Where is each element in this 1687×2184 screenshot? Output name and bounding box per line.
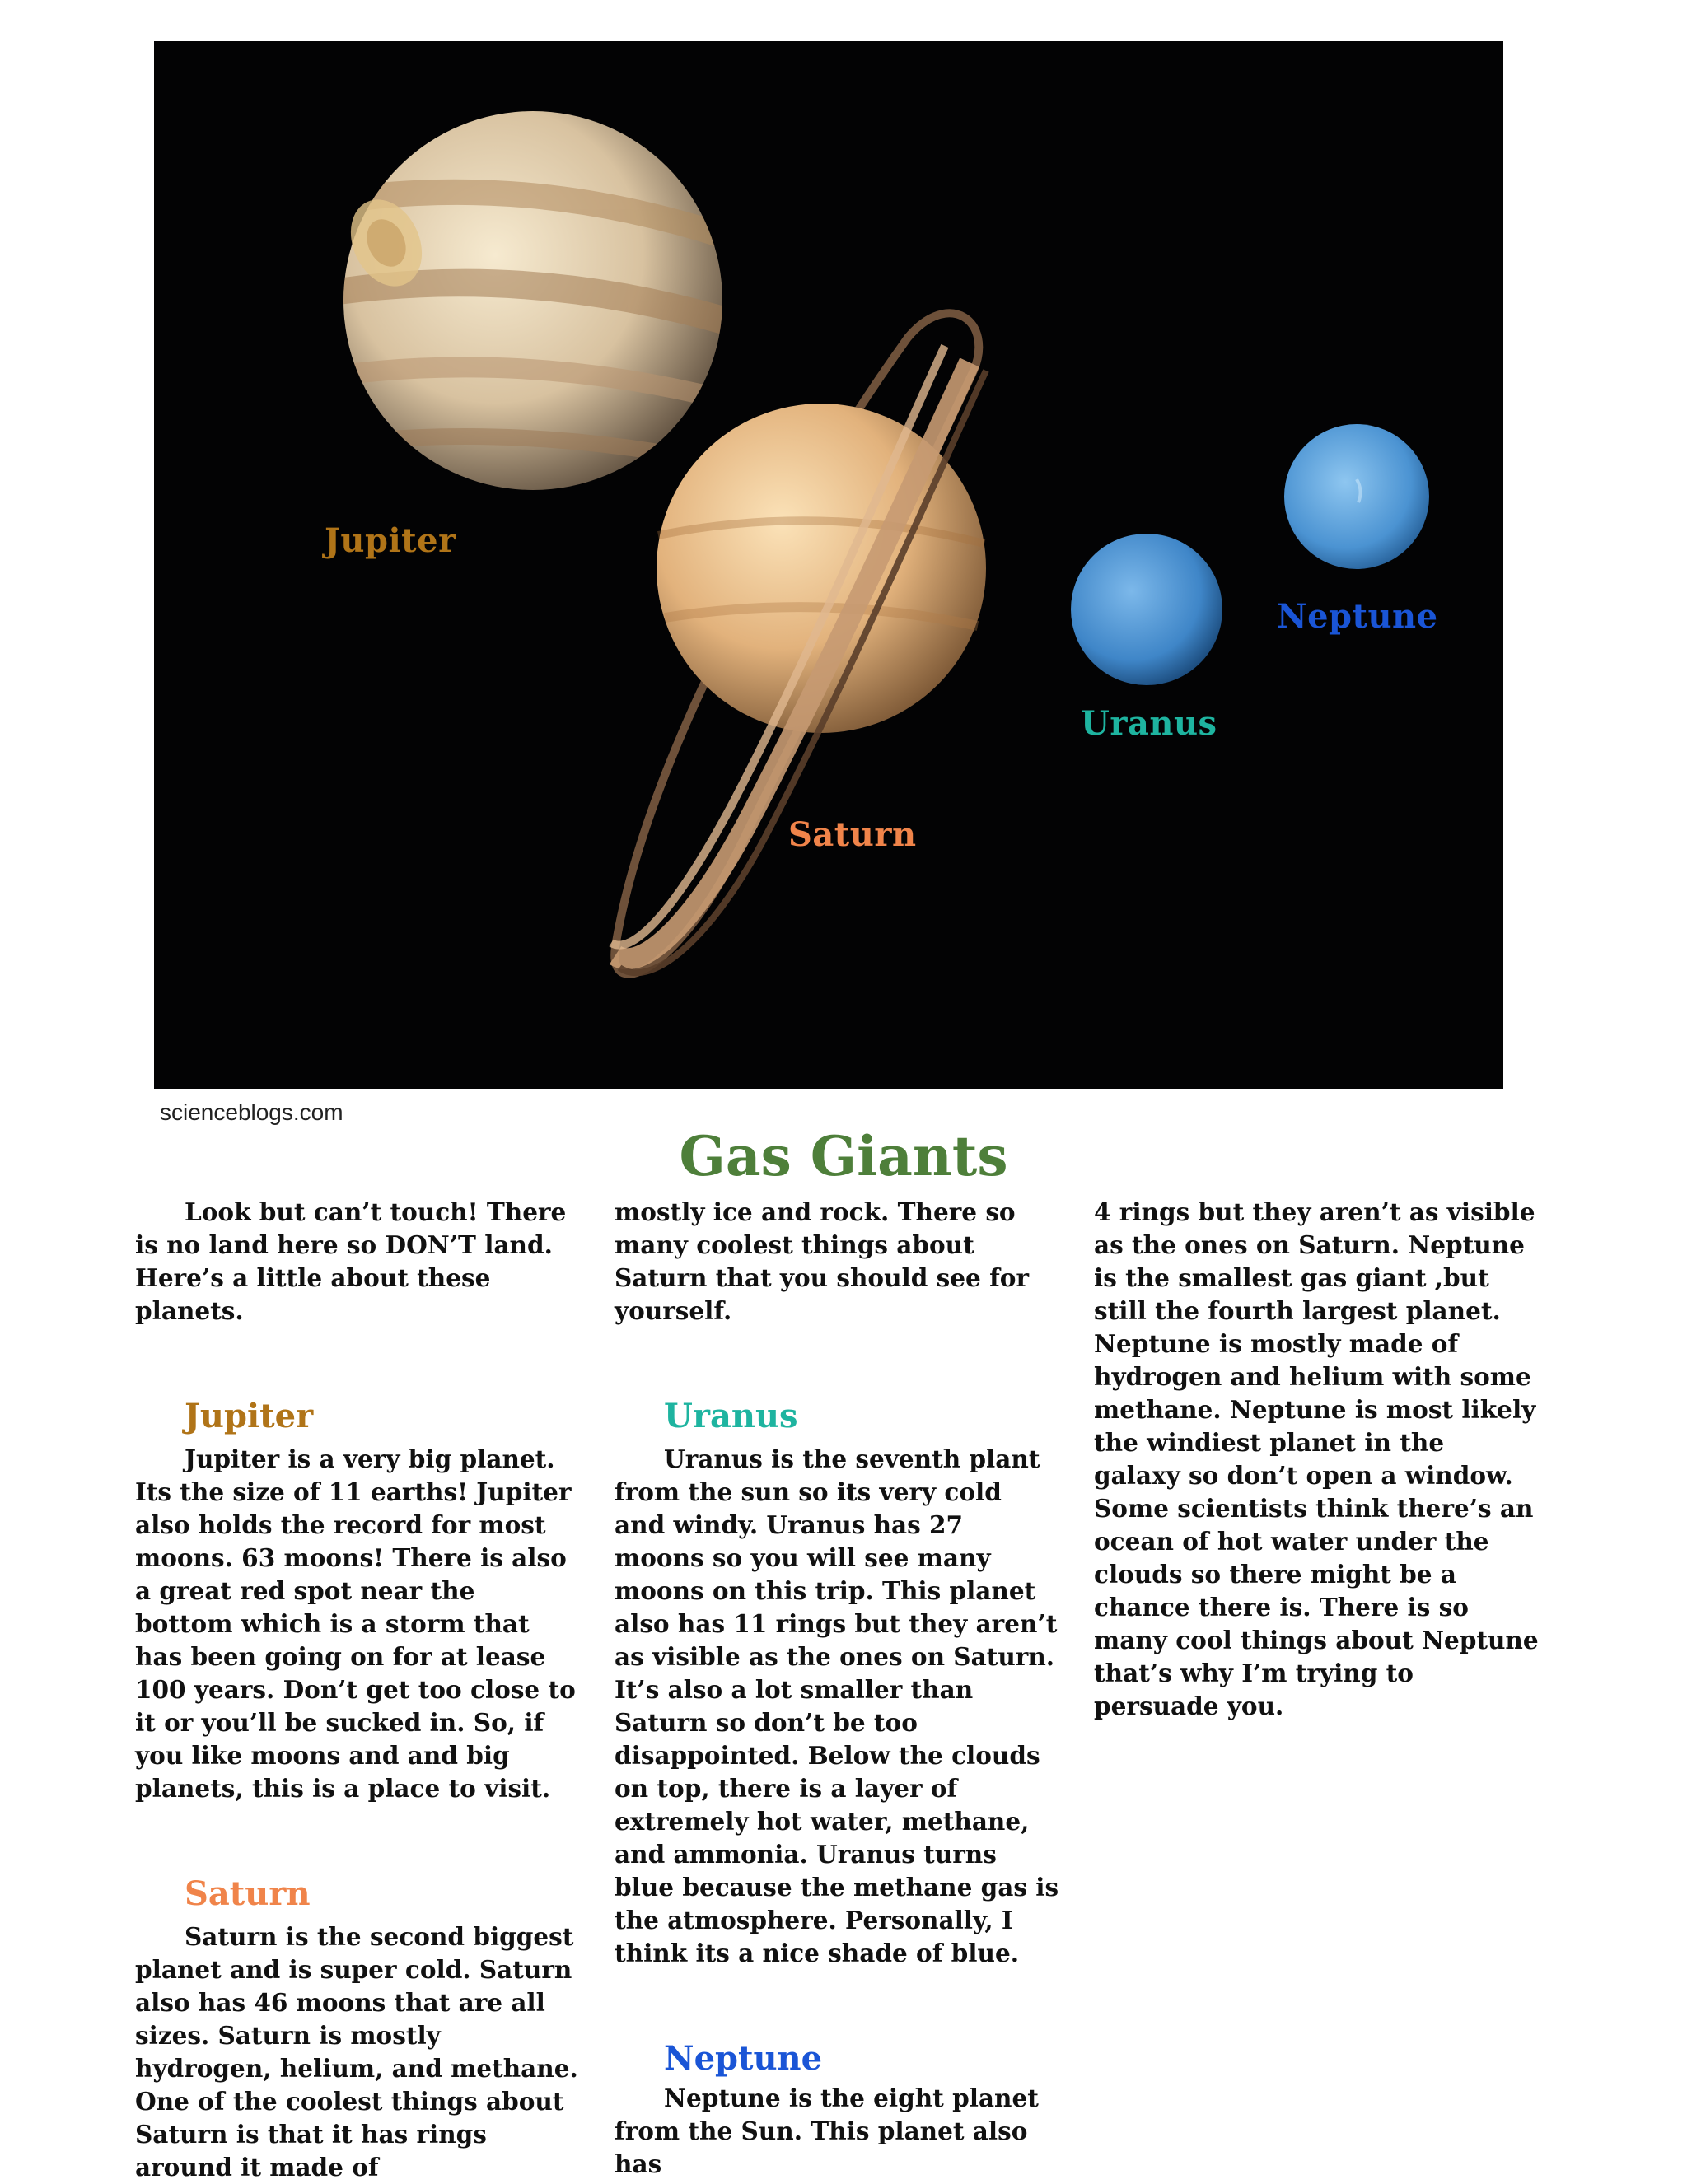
- jupiter-heading: Jupiter: [185, 1397, 314, 1435]
- neptune-paragraph-continued: 4 rings but they aren’t as visible as the ones on Saturn. Neptune is the smallest gas giant ,but still the fourth largest planet. Neptune is mostly made of hydrogen and helium with some methane. Neptune is most likely the windiest planet in the galaxy so don’t open a window. Some scientists think there’s an ocean of hot water under the clouds so there might be a chance there is. There is so many cool things about Neptune that’s why I’m trying to persuade you.: [1094, 1197, 1539, 1720]
- page-title: Gas Giants: [679, 1124, 1008, 1188]
- column-2: [615, 1196, 1059, 2181]
- neptune-heading: Neptune: [664, 2039, 823, 2078]
- image-credit: scienceblogs.com: [160, 1099, 343, 1125]
- uranus-paragraph: Uranus is the seventh plant from the sun so its very cold and windy. Uranus has 27 moons so you will see many moons on this trip. This planet also has 11 rings but they aren’t as visible as the ones on Saturn. It’s also a lot smaller than Saturn so don’t be too disappointed. Below the clouds on top, there is a layer of extremely hot water, methane, and ammonia. Uranus turns blue because the methane gas is the atmosphere. Personally, I think its a nice shade of blue.: [615, 1444, 1059, 1967]
- intro-paragraph: Look but can’t touch! There is no land here so DON’T land. Here’s a little about these planets.: [135, 1197, 567, 1325]
- planets-illustration: [154, 41, 1503, 1089]
- gas-giants-photo: [154, 41, 1503, 1089]
- neptune-paragraph: Neptune is the eight planet from the Sun. This planet also has: [615, 2084, 1039, 2178]
- column-1: [135, 1196, 580, 2184]
- neptune-planet: [1284, 424, 1429, 569]
- saturn-heading: Saturn: [185, 1874, 311, 1913]
- jupiter-paragraph: Jupiter is a very big planet. Its the size of 11 earths! Jupiter also holds the record for most moons. 63 moons! There is also a great red spot near the bottom which is a storm that has been going on for at lease 100 years. Don’t get too close to it or you’ll be sucked in. So, if you like moons and and big planets, this is a place to visit.: [135, 1444, 576, 1803]
- label-uranus: Uranus: [1081, 704, 1217, 743]
- uranus-planet: [1071, 534, 1222, 685]
- column-3: [1094, 1196, 1539, 1723]
- uranus-heading: Uranus: [664, 1397, 798, 1435]
- label-saturn: Saturn: [788, 815, 917, 854]
- label-jupiter: Jupiter: [325, 521, 456, 560]
- jupiter-planet: [327, 111, 747, 490]
- label-neptune: Neptune: [1277, 597, 1438, 636]
- saturn-paragraph-continued: mostly ice and rock. There so many coolest things about Saturn that you should see for yourself.: [615, 1197, 1029, 1325]
- saturn-paragraph: Saturn is the second biggest planet and is super cold. Saturn also has 46 moons that are all sizes. Saturn is mostly hydrogen, helium, and methane. One of the coolest things about Saturn is that it has rings around it made of: [135, 1922, 578, 2182]
